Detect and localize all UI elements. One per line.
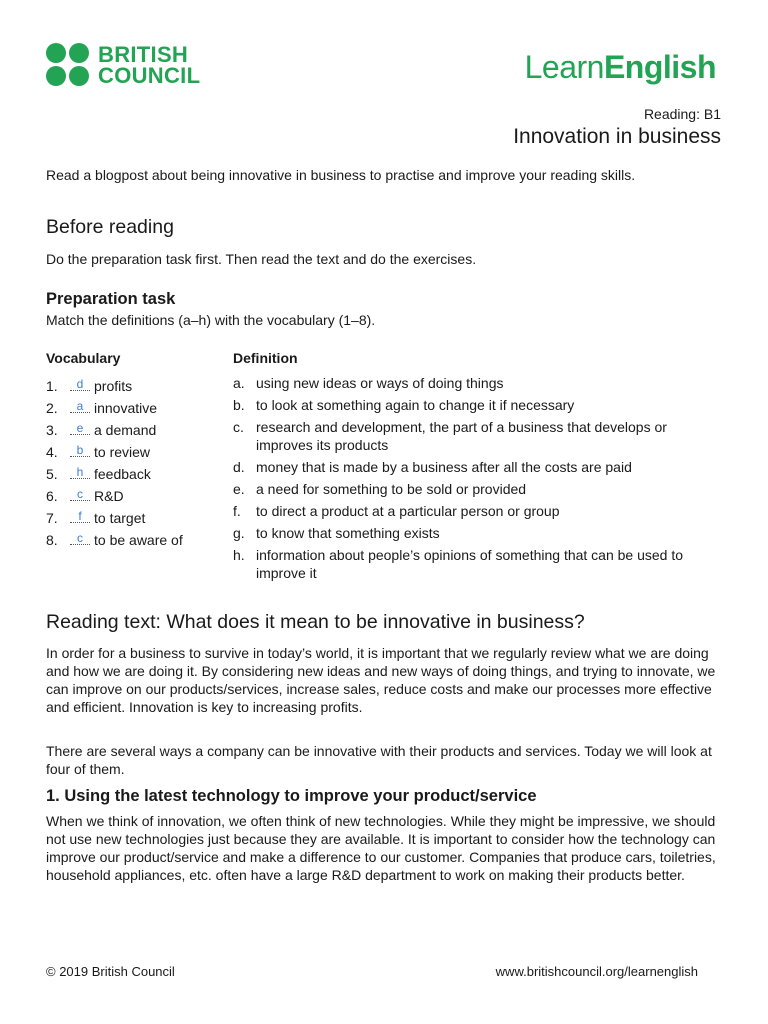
answer-blank[interactable]: b [70, 444, 90, 457]
answer-blank[interactable]: a [70, 400, 90, 413]
vocab-item: 5. h feedback [46, 465, 151, 482]
vocab-item: 1. d profits [46, 377, 133, 394]
footer-copyright: © 2019 British Council [46, 964, 175, 979]
before-reading-text: Do the preparation task first. Then read the text and do the exercises. [46, 251, 477, 267]
vocabulary-list [46, 374, 183, 550]
answer-blank[interactable]: c [70, 488, 90, 501]
british-council-logo [46, 43, 200, 86]
definition-item: g. to know that something exists [233, 525, 440, 541]
reading-paragraph-1: In order for a business to survive in today’s world, it is important that we regularly review what we are doing and how we are doing it. By considering new ideas and new ways of doing things, and trying to innovate, we can improve on our products/services, increase sales, reduce costs and make our processes more effective and efficient. Innovation is key to increasing profits. [46, 645, 716, 715]
section-1-text: When we think of innovation, we often think of new technologies. While they might be impressive, we should not use new technologies just because they are available. It is important to consider how the technology can improve our product/service and make a difference to our customer. Companies that produce cars, toiletries, household appliances, etc. often have a large R&D department to work on making their products better. [46, 813, 716, 883]
before-reading-heading: Before reading [46, 216, 174, 238]
definition-list [233, 374, 723, 586]
answer-blank[interactable]: d [70, 378, 90, 391]
preparation-heading: Preparation task [46, 290, 176, 308]
british-council-dots-icon [46, 43, 89, 86]
definition-item: e. a need for something to be sold or provided [233, 481, 527, 497]
vocab-item: 7. f to target [46, 509, 146, 526]
vocab-item: 3. e a demand [46, 421, 157, 438]
page-title: Innovation in business [513, 125, 721, 148]
answer-blank[interactable]: e [70, 422, 90, 435]
definition-item: a. using new ideas or ways of doing things [233, 375, 504, 391]
vocab-item: 6. c R&D [46, 487, 124, 504]
answer-blank[interactable]: h [70, 466, 90, 479]
vocabulary-column-heading: Vocabulary [46, 350, 121, 366]
vocab-item: 8. c to be aware of [46, 531, 183, 548]
answer-blank[interactable]: f [70, 510, 90, 523]
level-label: Reading: B1 [643, 106, 721, 122]
definition-item: f. to direct a product at a particular person or group [233, 503, 560, 519]
answer-blank[interactable]: c [70, 532, 90, 545]
reading-paragraph-2: There are several ways a company can be innovative with their products and services. Today we will look at four of them. [46, 743, 712, 777]
definition-column-heading: Definition [233, 350, 298, 366]
vocab-item: 2. a innovative [46, 399, 158, 416]
reading-text-heading: Reading text: What does it mean to be innovative in business? [46, 611, 585, 633]
intro-text: Read a blogpost about being innovative in business to practise and improve your reading skills. [46, 167, 636, 183]
definition-item: h. information about people’s opinions of something that can be used to improve it [233, 547, 684, 581]
section-1-heading: 1. Using the latest technology to improve your product/service [46, 787, 537, 805]
definition-item: c. research and development, the part of a business that develops or improves its products [233, 419, 667, 453]
footer-url[interactable]: www.britishcouncil.org/learnenglish [495, 964, 698, 979]
british-council-wordmark: BRITISH COUNCIL [98, 41, 201, 88]
learnenglish-logo: LearnEnglish [524, 49, 716, 85]
preparation-instructions: Match the definitions (a–h) with the vocabulary (1–8). [46, 312, 376, 328]
vocab-item: 4. b to review [46, 443, 151, 460]
definition-item: d. money that is made by a business after all the costs are paid [233, 459, 632, 475]
definition-item: b. to look at something again to change it if necessary [233, 397, 575, 413]
